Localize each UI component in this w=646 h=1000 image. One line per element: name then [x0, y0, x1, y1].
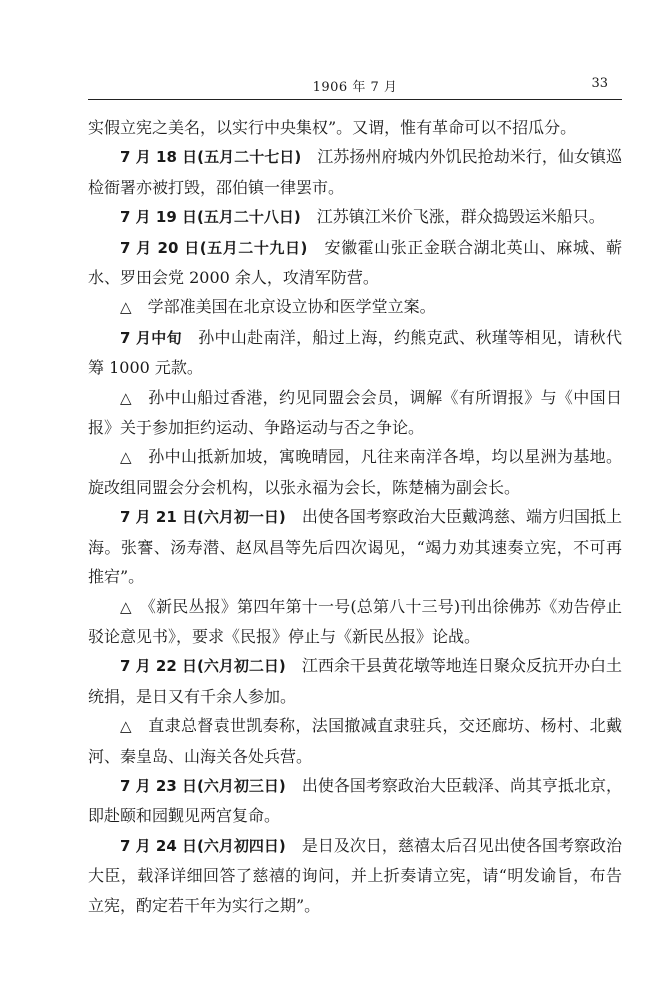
entry-date: 7 月 20 日(五月二十九日): [120, 238, 308, 257]
dated-entry: [88, 233, 622, 293]
entry-text: 出使各国考察政治大臣载泽、尚其亨抵北京，即赴颐和园觐见两宫复命。: [88, 775, 622, 826]
page-number: 33: [591, 76, 608, 91]
entry-text: 出使各国考察政治大臣戴鸿慈、端方归国抵上海。张謇、汤寿潜、赵凤昌等先后四次谒见，“竭力劝其速奏立宪，不可再推宕”。: [88, 507, 622, 587]
entry-text: 实假立宪之美名，以实行中央集权”。又谓，惟有革命可以不招瓜分。: [88, 118, 577, 137]
chronology-body: [88, 113, 622, 920]
dated-entry: [88, 323, 622, 383]
triangle-marker: △: [120, 448, 132, 467]
entry-date: 7 月中旬: [120, 328, 182, 347]
entry-date: 7 月 18 日(五月二十七日): [120, 148, 302, 167]
entry-text: 学部准美国在北京设立协和医学堂立案。: [147, 297, 436, 317]
dated-entry: [88, 771, 622, 831]
dated-entry: [88, 202, 622, 232]
same-date-entry: [88, 383, 622, 443]
entry-date: 7 月 24 日(六月初四日): [120, 836, 286, 855]
dated-entry: [88, 831, 622, 920]
entry-text: 安徽霍山张正金联合湖北英山、麻城、蕲水、罗田会党 2000 余人，攻清军防营。: [88, 237, 622, 288]
same-date-entry: [88, 292, 622, 322]
triangle-marker: △: [120, 298, 132, 317]
entry-text: 直隶总督袁世凯奏称，法国撤减直隶驻兵，交还廊坊、杨村、北戴河、秦皇岛、山海关各处兵营。: [88, 716, 622, 766]
dated-entry: [88, 142, 622, 202]
entry-date: 7 月 22 日(六月初二日): [120, 657, 286, 676]
entry-text: 是日及次日，慈禧太后召见出使各国考察政治大臣，载泽详细回答了慈禧的询问，并上折奏请立宪，请“明发谕旨，布告立宪，酌定若干年为实行之期”。: [88, 835, 622, 915]
entry-date: 7 月 19 日(五月二十八日): [120, 208, 301, 227]
same-date-entry: [88, 592, 622, 652]
header-rule: [88, 99, 622, 100]
entry-text: 《新民丛报》第四年第十一号(总第八十三号)刊出徐佛苏《劝告停止驳论意见书》，要求《民报》停止与《新民丛报》论战。: [88, 596, 622, 646]
entry-text: 江苏镇江米价飞涨，群众捣毁运米船只。: [300, 207, 605, 227]
header-title: 1906 年 7 月: [312, 80, 398, 95]
dated-entry: [88, 651, 622, 711]
paragraph: [88, 113, 622, 142]
entry-date: 7 月 23 日(六月初三日): [120, 776, 286, 795]
entry-text: 江西余干县黄花墩等地连日聚众反抗开办白土统捐，是日又有千余人参加。: [88, 656, 622, 706]
entry-text: 孙中山抵新加坡，寓晚晴园，凡往来南洋各埠，均以星洲为基地。旋改组同盟会分会机构，以张永福为会长，陈楚楠为副会长。: [88, 447, 622, 497]
same-date-entry: [88, 442, 622, 502]
entry-text: 孙中山赴南洋，船过上海，约熊克武、秋瑾等相见，请秋代筹 1000 元款。: [88, 327, 622, 378]
triangle-marker: △: [120, 388, 132, 407]
triangle-marker: △: [120, 597, 132, 616]
same-date-entry: [88, 711, 622, 771]
running-header: [88, 76, 622, 96]
entry-text: 孙中山船过香港，约见同盟会会员，调解《有所谓报》与《中国日报》关于参加拒约运动、争路运动与否之争论。: [88, 387, 622, 438]
entry-date: 7 月 21 日(六月初一日): [120, 508, 286, 527]
dated-entry: [88, 502, 622, 591]
entry-text: 江苏扬州府城内外饥民抢劫米行，仙女镇巡检衙署亦被打毁，邵伯镇一律罢市。: [88, 147, 622, 197]
triangle-marker: △: [120, 717, 132, 736]
